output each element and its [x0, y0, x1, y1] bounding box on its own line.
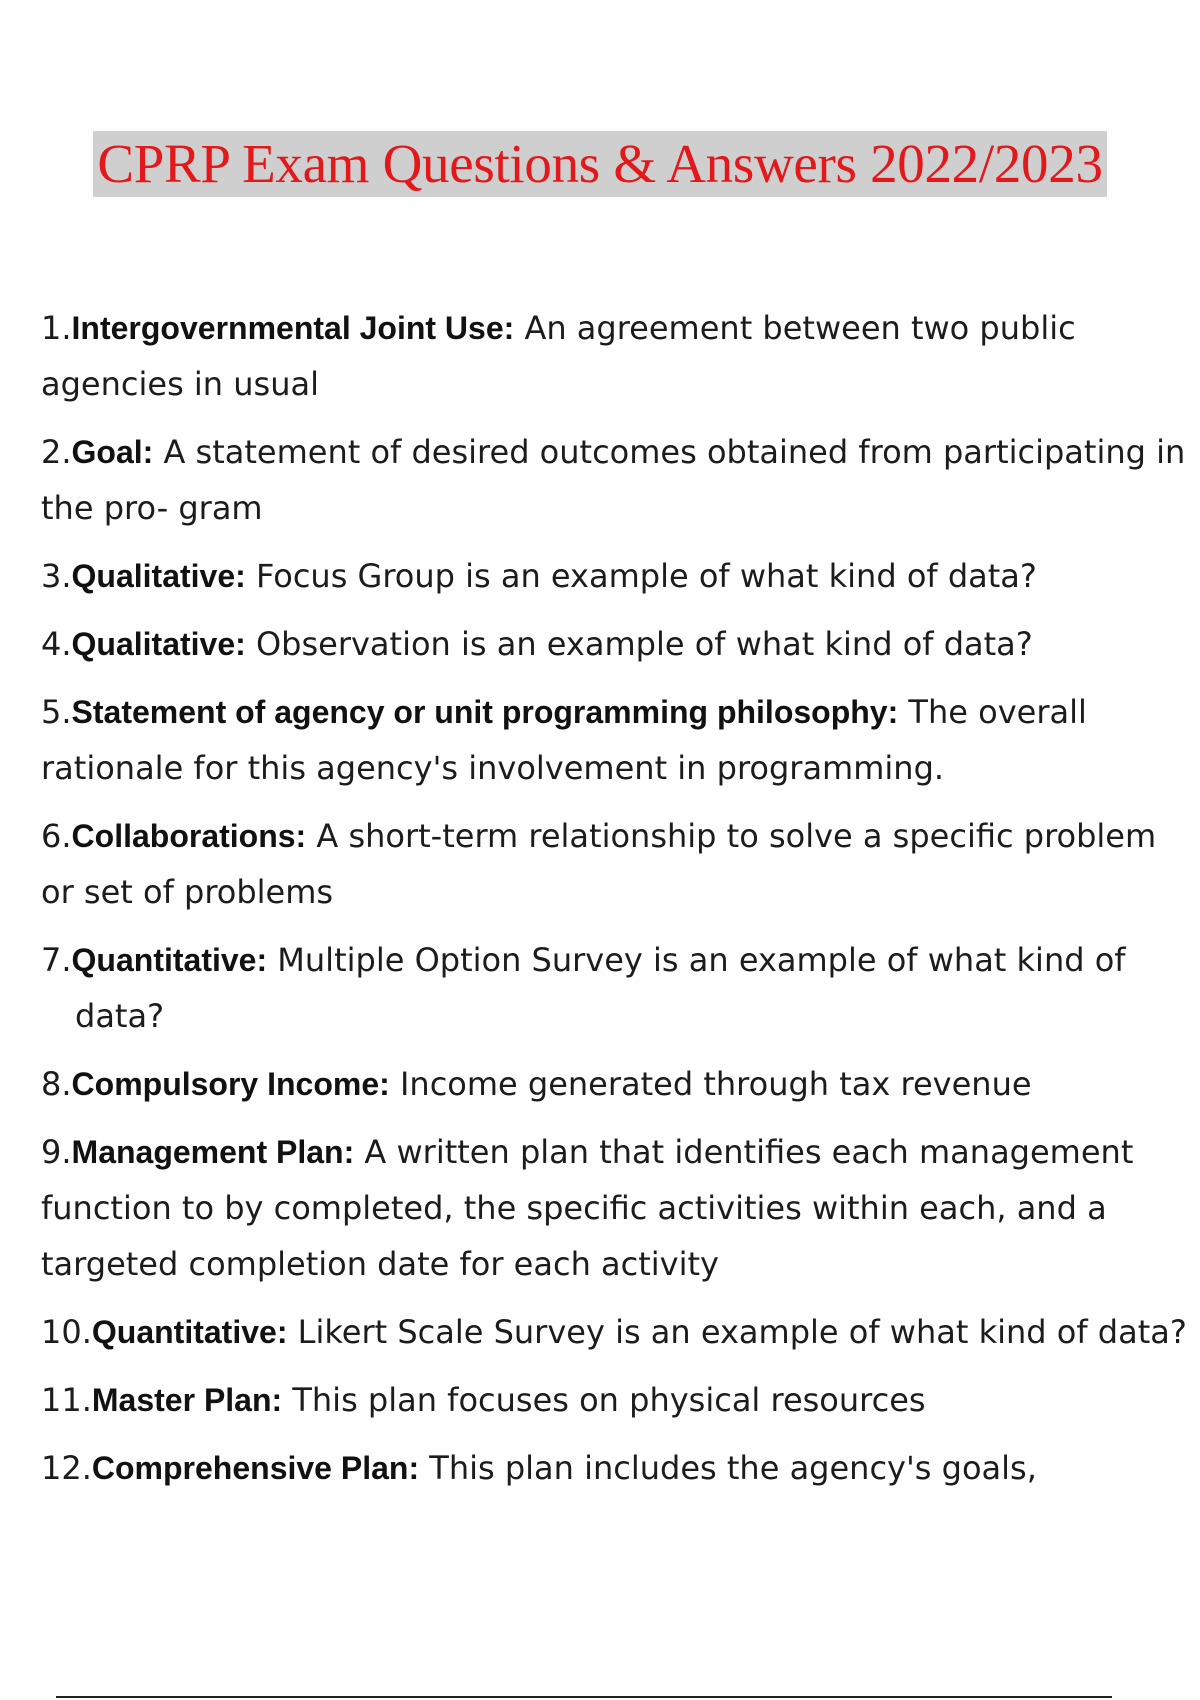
item-term: Compulsory Income:: [71, 1066, 390, 1102]
item-definition: The overall rationale for this agency's involvement in programming.: [41, 693, 1087, 787]
item-definition: This plan focuses on physical resources: [292, 1381, 926, 1419]
item-definition: Multiple Option Survey is an example of what kind of data?: [75, 941, 1126, 1035]
item-number: 5.: [41, 693, 72, 731]
document-title: CPRP Exam Questions & Answers 2022/2023: [93, 131, 1106, 197]
qa-item: [41, 1440, 1191, 1496]
qa-item: [41, 1304, 1191, 1360]
qa-item: [41, 548, 1191, 604]
item-definition: A written plan that identifies each management function to by completed, the specific activities within each, and a targeted completion date for each activity: [41, 1133, 1134, 1283]
item-definition: This plan includes the agency's goals,: [429, 1449, 1037, 1487]
qa-list: [41, 300, 1191, 1508]
item-number: 6.: [41, 817, 72, 855]
item-definition: An agreement between two public agencies in usual: [41, 309, 1076, 403]
item-number: 3.: [41, 557, 72, 595]
item-term: Quantitative:: [91, 1314, 288, 1350]
item-term: Goal:: [71, 434, 154, 470]
item-definition: Income generated through tax revenue: [399, 1065, 1032, 1103]
item-number: 10.: [41, 1313, 92, 1351]
item-term: Quantitative:: [71, 942, 268, 978]
qa-item: [41, 932, 1191, 1044]
qa-item: [41, 616, 1191, 672]
item-term: Qualitative:: [71, 558, 246, 594]
item-number: 8.: [41, 1065, 72, 1103]
item-term: Collaborations:: [71, 818, 307, 854]
item-term: Master Plan:: [91, 1382, 283, 1418]
item-number: 11.: [41, 1381, 92, 1419]
item-number: 7.: [41, 941, 72, 979]
qa-item: [41, 1124, 1191, 1292]
qa-item: [41, 684, 1191, 796]
qa-item: [41, 300, 1191, 412]
title-container: [0, 131, 1200, 197]
item-definition: Focus Group is an example of what kind of data?: [255, 557, 1037, 595]
qa-item: [41, 1372, 1191, 1428]
item-number: 2.: [41, 433, 72, 471]
qa-item: [41, 424, 1191, 536]
item-number: 4.: [41, 625, 72, 663]
item-definition: A short-term relationship to solve a specific problem or set of problems: [41, 817, 1157, 911]
item-definition: Observation is an example of what kind of data?: [255, 625, 1033, 663]
qa-item: [41, 808, 1191, 920]
item-term: Comprehensive Plan:: [91, 1450, 420, 1486]
item-number: 9.: [41, 1133, 72, 1171]
page-divider: [56, 1696, 1112, 1698]
item-term: Intergovernmental Joint Use:: [71, 310, 515, 346]
item-definition: A statement of desired outcomes obtained from participating in the pro- gram: [41, 433, 1186, 527]
qa-item: [41, 1056, 1191, 1112]
item-term: Management Plan:: [71, 1134, 355, 1170]
item-term: Qualitative:: [71, 626, 246, 662]
item-definition: Likert Scale Survey is an example of what kind of data?: [297, 1313, 1187, 1351]
item-term: Statement of agency or unit programming philosophy:: [71, 694, 899, 730]
item-number: 12.: [41, 1449, 92, 1487]
item-number: 1.: [41, 309, 72, 347]
